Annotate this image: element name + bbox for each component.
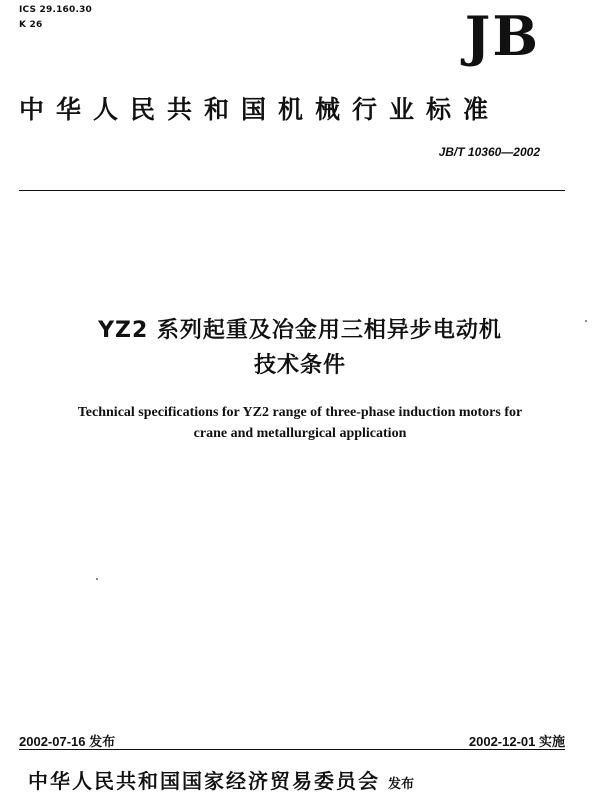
jb-logo: JB <box>464 4 540 68</box>
english-title-line-1: Technical specifications for YZ2 range of three-phase induction motors for <box>77 405 523 420</box>
standard-title: 中华人民共和国机械行业标准 <box>19 95 501 124</box>
issuer-line <box>28 765 414 794</box>
implementation-date: 2002-12-01 实施 <box>468 734 565 749</box>
issuer-verb: 发布 <box>388 777 415 792</box>
english-title-line-2: crane and metallurgical application <box>193 426 407 441</box>
bottom-divider <box>19 749 565 750</box>
standard-code: JB/T 10360—2002 <box>438 145 540 159</box>
scan-speck <box>96 578 98 580</box>
chinese-title-line-1: YZ2 系列起重及冶金用三相异步电动机 <box>98 318 502 343</box>
scan-speck <box>585 320 587 322</box>
top-divider <box>19 190 565 191</box>
chinese-title-line-2: 技术条件 <box>253 353 346 378</box>
issue-date: 2002-07-16 发布 <box>19 734 116 749</box>
ics-code: ICS 29.160.30 <box>19 5 93 15</box>
issuer-name: 中华人民共和国国家经济贸易委员会 <box>28 769 380 793</box>
classification-code: K 26 <box>19 20 43 30</box>
